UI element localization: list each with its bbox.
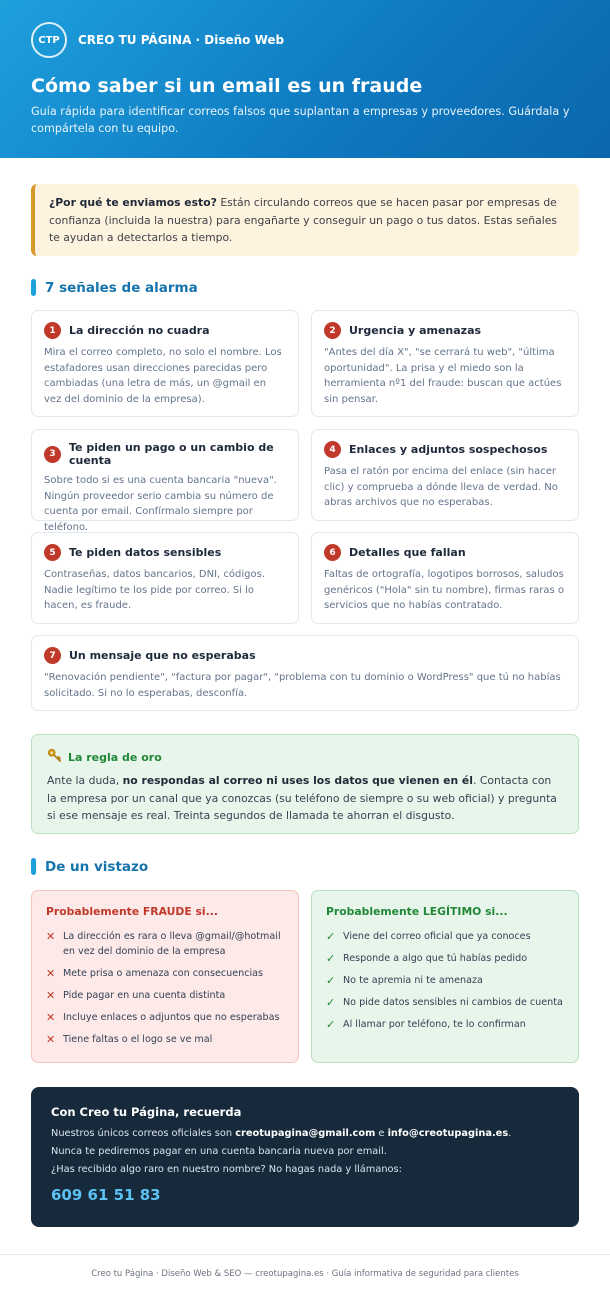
contact-line1-pre: Nuestros únicos correos oficiales son	[51, 1128, 236, 1139]
list-item	[326, 974, 564, 989]
cross-icon: ✕	[46, 930, 56, 943]
signals-heading-text: 7 señales de alarma	[45, 279, 198, 296]
signal-text: Mira el correo completo, no solo el nombre. Los estafadores usan direcciones parecidas pero cambiadas (una letra de más, un @gmail en vez del dominio de la empresa).	[44, 347, 282, 405]
signal-card-7	[31, 635, 579, 711]
main-content	[0, 184, 610, 256]
page-subtitle: Guía rápida para identificar correos falsos que suplantan a empresas y proveedores. Guárdala y compártela con tu equipo.	[31, 105, 570, 135]
section-bar	[31, 279, 36, 296]
page-title: Cómo saber si un email es un fraude	[31, 75, 423, 97]
legit-panel-title: Probablemente LEGÍTIMO si...	[326, 905, 508, 918]
signal-number: 7	[44, 647, 61, 664]
brand	[31, 22, 579, 58]
golden-rule-text	[47, 772, 563, 825]
check-icon: ✓	[326, 974, 336, 987]
fraud-panel-title: Probablemente FRAUDE si...	[46, 905, 218, 918]
list-item	[326, 930, 564, 945]
list-item	[326, 996, 564, 1011]
golden-rule-header	[47, 748, 563, 766]
signal-card-5	[31, 532, 299, 624]
signal-card-head	[44, 322, 286, 339]
fraud-item-text: La dirección es rara o lleva @gmail/@hotmail en vez del dominio de la empresa	[63, 931, 281, 957]
glance-heading	[31, 858, 148, 875]
brand-name: CREO TU PÁGINA · Diseño Web	[78, 33, 285, 47]
contact-line-2: Nunca te pediremos pagar en una cuenta bancaria nueva por email.	[51, 1146, 387, 1157]
golden-rule-box	[31, 734, 579, 834]
signal-number: 3	[44, 446, 61, 463]
legit-item-text: Al llamar por teléfono, te lo confirman	[343, 1019, 526, 1030]
fraud-panel	[31, 890, 299, 1063]
list-item	[46, 930, 284, 959]
contact-line1-post: .	[508, 1128, 512, 1139]
contact-box	[31, 1087, 579, 1227]
signal-card-2	[311, 310, 579, 417]
signal-card-head	[44, 647, 566, 664]
golden-rule-title: La regla de oro	[68, 750, 162, 764]
signal-title: Urgencia y amenazas	[349, 324, 482, 337]
cross-icon: ✕	[46, 966, 56, 980]
signals-heading	[31, 279, 198, 296]
signal-title: La dirección no cuadra	[69, 324, 210, 337]
header-banner	[0, 0, 610, 158]
contact-line1-mid: e	[375, 1128, 388, 1139]
cross-icon: ✕	[46, 1010, 56, 1024]
golden-rule-bold: no respondas al correo ni uses los datos que vienen en él	[122, 774, 473, 787]
signal-text: Pasa el ratón por encima del enlace (sin hacer clic) y comprueba a dónde lleva de verdad. No abras archivos que no esperabas.	[324, 466, 558, 508]
signal-text: Contraseñas, datos bancarios, DNI, códigos. Nadie legítimo te los pide por correo. Si lo hacen, es fraude.	[44, 569, 265, 611]
check-icon: ✓	[326, 996, 336, 1009]
signal-title: Enlaces y adjuntos sospechosos	[349, 443, 548, 456]
signal-card-head	[324, 322, 566, 339]
footer-text: Creo tu Página · Diseño Web & SEO — creotupagina.es · Guía informativa de seguridad para clientes	[91, 1269, 519, 1279]
legit-item-text: Responde a algo que tú habías pedido	[343, 953, 528, 964]
glance-heading-text: De un vistazo	[45, 858, 149, 875]
list-item	[46, 1033, 284, 1048]
signal-title: Te piden un pago o un cambio de cuenta	[69, 441, 274, 467]
key-icon	[47, 748, 62, 766]
signal-card-3	[31, 429, 299, 533]
signal-text: "Antes del día X", "se cerrará tu web", "última oportunidad". La prisa y el miedo son la herramienta nº1 del fraude: buscan que actúes sin pensar.	[324, 347, 562, 405]
signal-number: 2	[324, 322, 341, 339]
signal-card-head	[44, 441, 286, 467]
fraud-item-text: Tiene faltas o el logo se ve mal	[63, 1033, 213, 1045]
golden-rule-post: . Contacta con la empresa por un canal que ya conozcas (su teléfono de siempre o su web oficial) y pregunta si ese mensaje es real. Treinta segundos de llamada te ahorran el disgusto.	[47, 774, 557, 822]
signal-text: "Renovación pendiente", "factura por pagar", "problema con tu dominio o WordPress" que tú no habías solicitado. Si no lo esperabas, desconfía.	[44, 672, 561, 699]
notice-text: Están circulando correos que se hacen pasar por empresas de confianza (incluida la nuestra) para engañarte y conseguir un pago o tus datos. Estas señales te ayudan a detectarlos a tiempo.	[49, 196, 557, 244]
fraud-item-text: Incluye enlaces o adjuntos que no esperabas	[63, 1011, 280, 1023]
cross-icon: ✕	[46, 988, 56, 1002]
phone-number[interactable]: 609 61 51 83	[51, 1186, 161, 1204]
signal-card-head	[44, 544, 286, 561]
signal-card-6	[311, 532, 579, 624]
signal-text: Sobre todo si es una cuenta bancaria "nueva". Ningún proveedor serio cambia su número de cuenta por email. Confírmalo siempre por teléfono.	[44, 475, 277, 533]
contact-line-3: ¿Has recibido algo raro en nuestro nombre? No hagas nada y llámanos:	[51, 1164, 402, 1175]
email-link-1[interactable]: creotupagina@gmail.com	[235, 1128, 376, 1139]
legit-item-text: Viene del correo oficial que ya conoces	[343, 931, 531, 942]
signal-card-head	[324, 441, 566, 458]
signal-number: 6	[324, 544, 341, 561]
check-icon: ✓	[326, 930, 336, 943]
notice-box	[31, 184, 579, 256]
signal-title: Te piden datos sensibles	[69, 546, 222, 559]
fraud-item-text: Mete prisa o amenaza con consecuencias	[63, 967, 264, 979]
list-item	[46, 967, 284, 982]
brand-logo: CTP	[31, 22, 67, 58]
legit-panel	[311, 890, 579, 1063]
footer	[0, 1254, 610, 1293]
signal-card-4	[311, 429, 579, 521]
signal-number: 1	[44, 322, 61, 339]
list-item	[326, 952, 564, 967]
cross-icon: ✕	[46, 1032, 56, 1046]
legit-item-text: No te apremia ni te amenaza	[343, 975, 483, 986]
fraud-item-text: Pide pagar en una cuenta distinta	[63, 989, 226, 1001]
list-item	[46, 1011, 284, 1026]
check-icon: ✓	[326, 1018, 336, 1031]
contact-title: Con Creo tu Página, recuerda	[51, 1105, 242, 1119]
signal-card-1	[31, 310, 299, 417]
signal-number: 5	[44, 544, 61, 561]
signal-title: Un mensaje que no esperabas	[69, 649, 256, 662]
signal-title: Detalles que fallan	[349, 546, 466, 559]
list-item	[46, 989, 284, 1004]
email-link-2[interactable]: info@creotupagina.es	[387, 1128, 509, 1139]
signal-text: Faltas de ortografía, logotipos borrosos, saludos genéricos ("Hola" sin tu nombre), firmas raras o servicios que no habías contratado.	[324, 569, 564, 611]
legit-item-text: No pide datos sensibles ni cambios de cuenta	[343, 997, 563, 1008]
list-item	[326, 1018, 564, 1033]
signal-card-head	[324, 544, 566, 561]
signal-number: 4	[324, 441, 341, 458]
notice-lead: ¿Por qué te enviamos esto?	[49, 196, 217, 209]
legit-list	[326, 930, 564, 1033]
check-icon: ✓	[326, 952, 336, 965]
fraud-list	[46, 930, 284, 1047]
contact-emails-line	[51, 1127, 559, 1140]
golden-rule-pre: Ante la duda,	[47, 774, 123, 787]
section-bar	[31, 858, 36, 875]
